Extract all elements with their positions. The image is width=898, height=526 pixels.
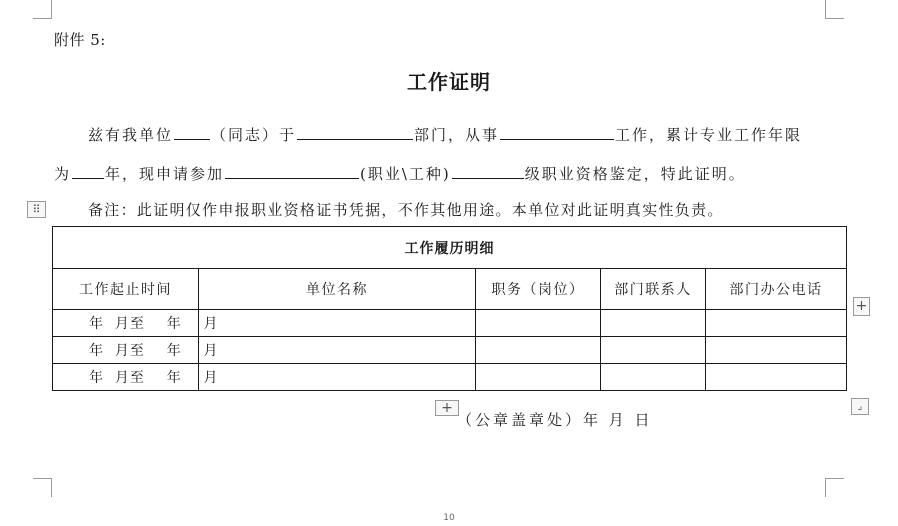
period-cell[interactable]: 年 月至 年 月 [53,310,199,337]
phone-cell[interactable] [706,337,847,364]
period-cell[interactable]: 年 月至 年 月 [53,364,199,391]
page-corner-mark-top-left [33,0,52,19]
line2-text-c: (职业\工种) [360,165,451,183]
position-cell[interactable] [476,310,601,337]
table-resize-icon[interactable]: ⌟ [851,398,869,415]
remark-note: 备注：此证明仅作申报职业资格证书凭据，不作其他用途。本单位对此证明真实性负责。 [88,201,724,219]
contact-cell[interactable] [601,310,706,337]
line2-text-b: 年，现申请参加 [105,165,225,183]
header-work-period: 工作起止时间 [53,269,199,310]
line1-text-c: 部门，从事 [414,126,500,144]
header-employer-name: 单位名称 [199,269,476,310]
table-title: 工作履历明细 [53,227,847,269]
add-column-plus-icon[interactable]: + [853,297,870,316]
line1-text-d: 工作，累计专业工作年限 [615,126,803,144]
phone-cell[interactable] [706,310,847,337]
line1-text-a: 兹有我单位 [88,126,174,144]
header-position: 职务（岗位） [476,269,601,310]
document-title: 工作证明 [407,70,491,94]
certificate-line-2 [54,163,746,184]
certificate-line-1 [88,124,802,145]
contact-cell[interactable] [601,364,706,391]
employer-cell[interactable] [199,310,476,337]
page-corner-mark-bottom-right [825,478,844,497]
employer-cell[interactable] [199,337,476,364]
contact-cell[interactable] [601,337,706,364]
header-department-contact: 部门联系人 [601,269,706,310]
page-corner-mark-top-right [825,0,844,19]
table-row [53,337,847,364]
line2-text-d: 级职业资格鉴定，特此证明。 [524,165,746,183]
work-history-table [52,226,847,391]
line2-text-a: 为 [54,165,72,183]
page-number: 10 [443,513,455,523]
date-blank[interactable] [297,125,413,140]
attachment-label: 附件 5: [54,31,106,49]
position-cell[interactable] [476,364,601,391]
table-row [53,310,847,337]
years-blank[interactable] [72,164,104,179]
employer-cell[interactable] [199,364,476,391]
official-seal-line: （公章盖章处）年 月 日 [457,411,653,429]
header-department-phone: 部门办公电话 [706,269,847,310]
occupation-blank[interactable] [225,164,359,179]
line1-text-b: （同志）于 [211,126,297,144]
period-cell[interactable]: 年 月至 年 月 [53,337,199,364]
table-row [53,364,847,391]
table-move-handle-icon[interactable]: ⠿ [27,201,46,218]
name-blank[interactable] [174,125,210,140]
work-type-blank[interactable] [500,125,614,140]
level-blank[interactable] [452,164,524,179]
page-corner-mark-bottom-left [33,478,52,497]
add-row-plus-icon[interactable]: + [435,400,459,416]
position-cell[interactable] [476,337,601,364]
phone-cell[interactable] [706,364,847,391]
